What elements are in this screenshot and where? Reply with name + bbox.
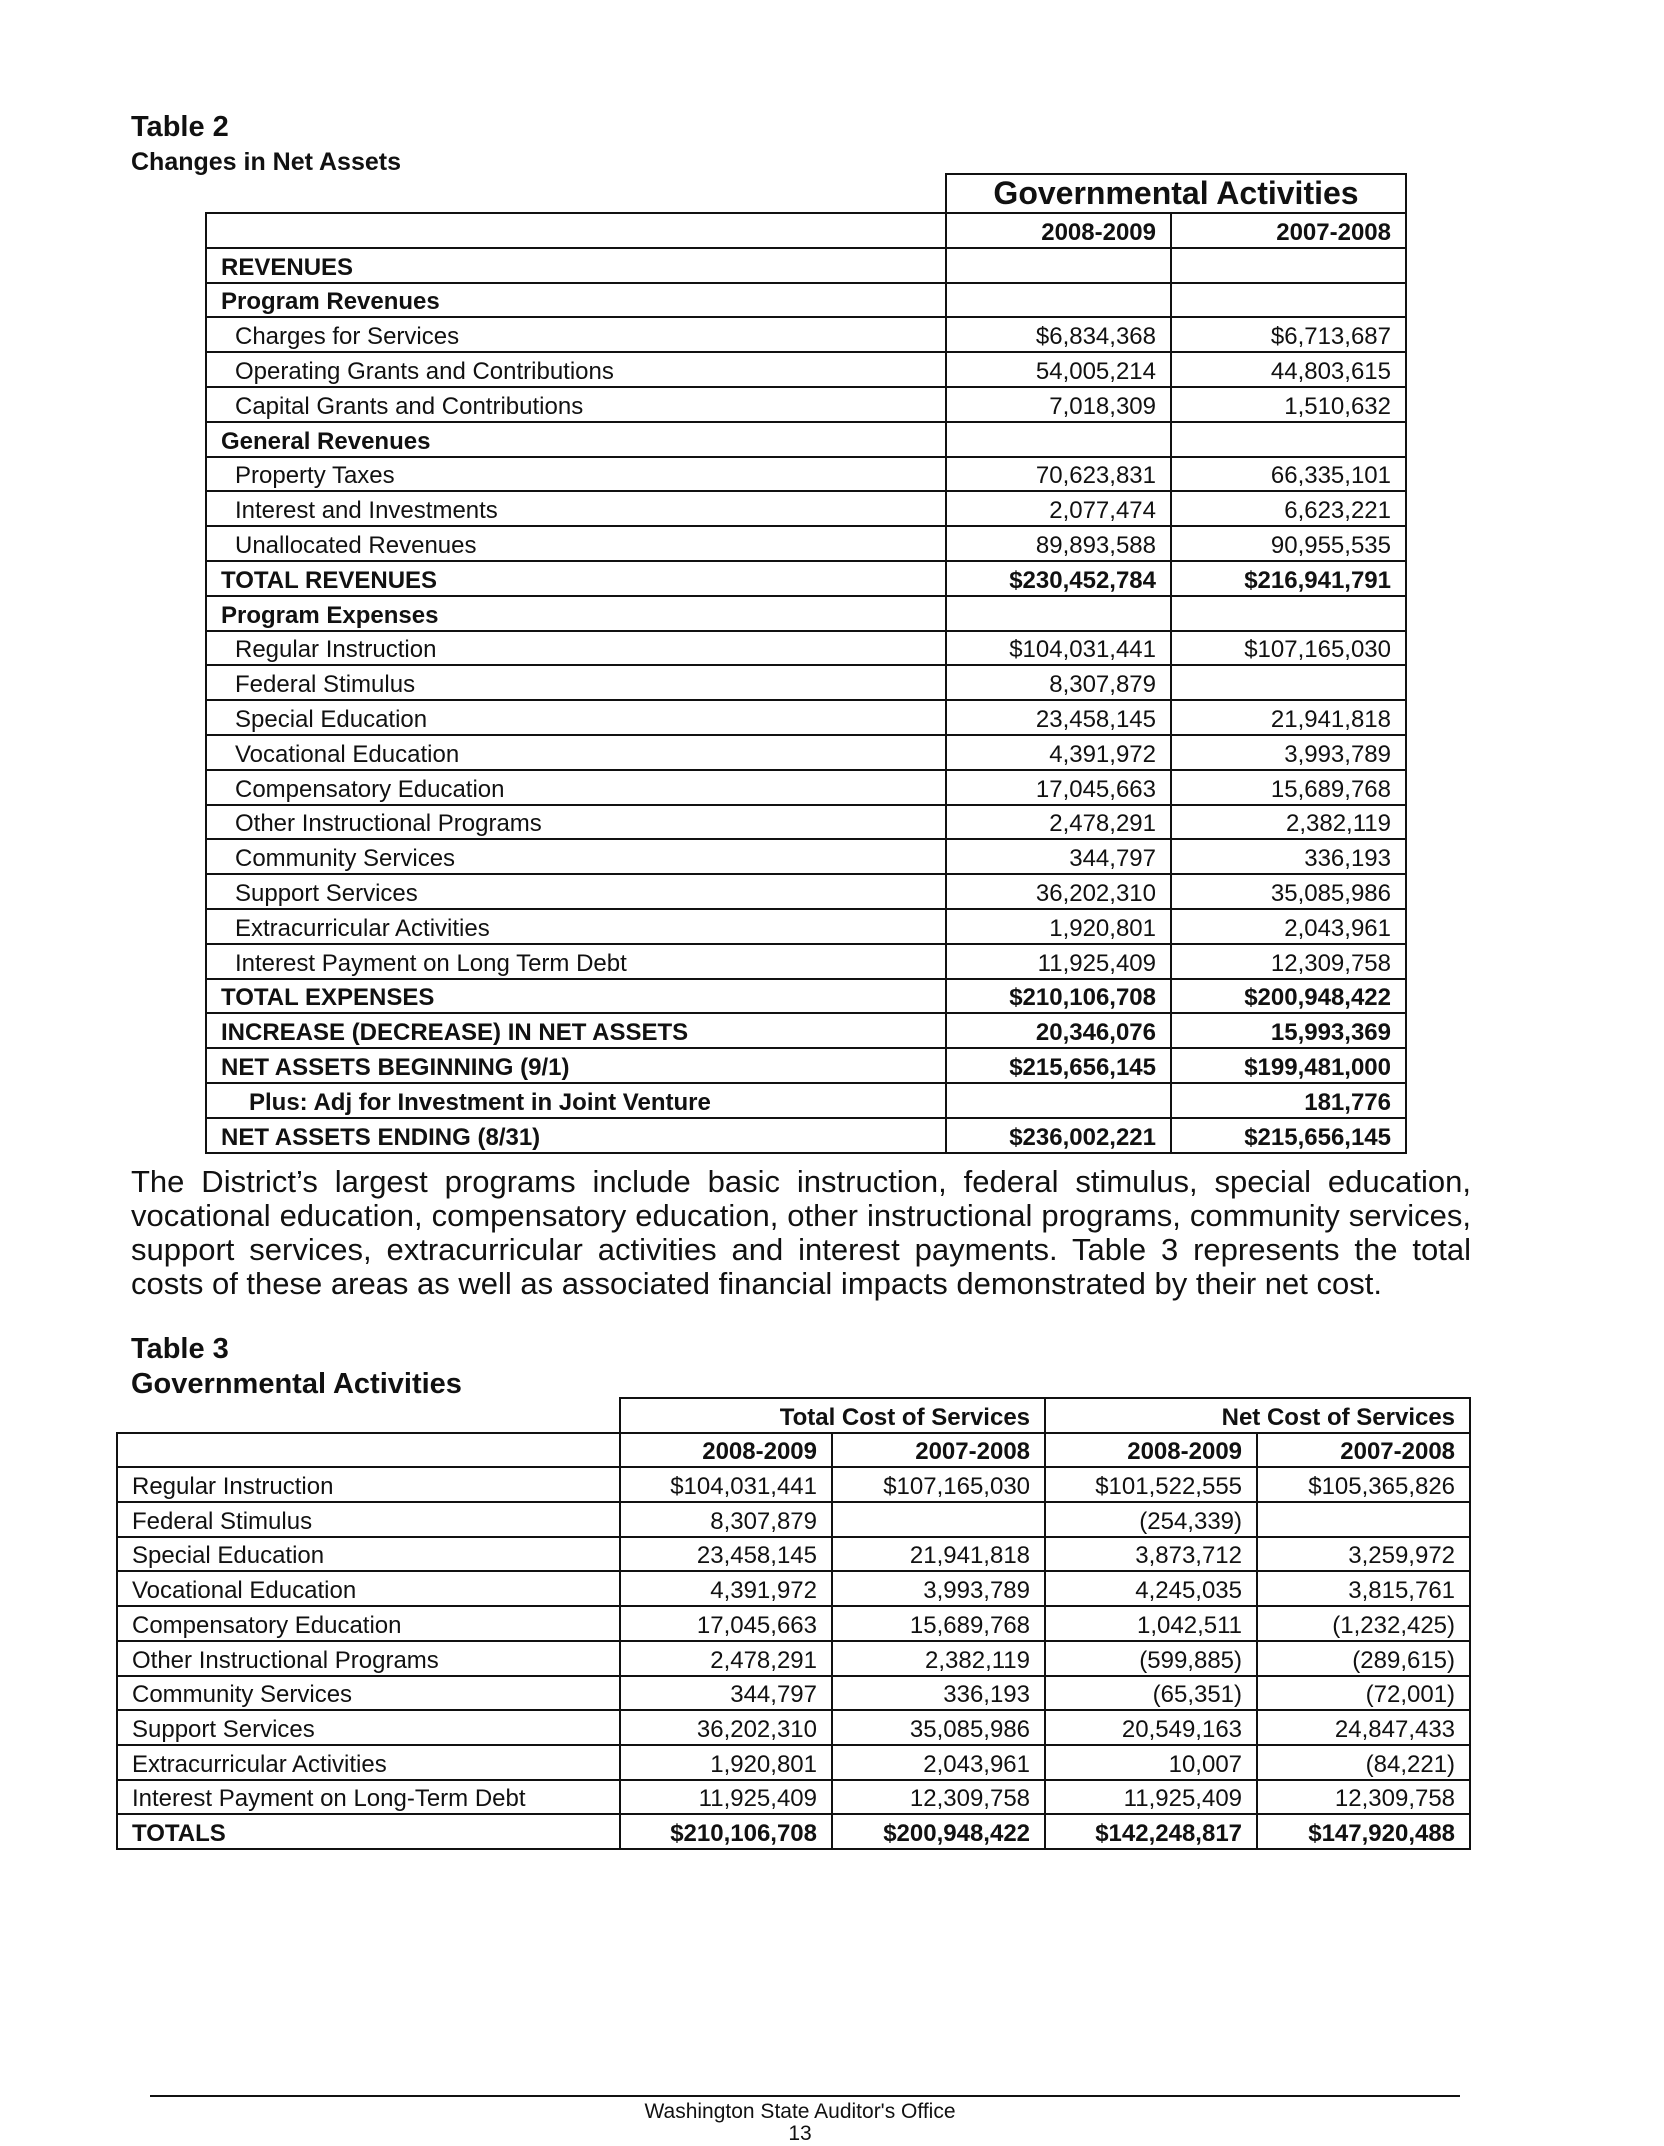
table2-value-cell: 21,941,818 [1171, 700, 1406, 735]
table2-row-label: REVENUES [206, 248, 946, 283]
table3-value-cell: $147,920,488 [1257, 1814, 1470, 1849]
footer-page-number: 13 [788, 2122, 812, 2145]
table2-row [206, 596, 1406, 631]
table2-row [206, 561, 1406, 596]
table2-row [206, 1083, 1406, 1118]
table2-row-label: Plus: Adj for Investment in Joint Venture [206, 1083, 946, 1118]
table3-row-label: Community Services [117, 1676, 620, 1711]
table2-value-cell: 4,391,972 [946, 735, 1171, 770]
table2-row-label: Regular Instruction [206, 631, 946, 666]
table2-row [206, 1048, 1406, 1083]
table2-row-label: Compensatory Education [206, 770, 946, 805]
table3-value-cell: 2,478,291 [620, 1641, 832, 1676]
table2-value-cell: 15,993,369 [1171, 1013, 1406, 1048]
table3-value-cell: (65,351) [1045, 1676, 1257, 1711]
table2-row-label: Program Revenues [206, 283, 946, 318]
table3-year-header: 2008-2009 [1045, 1433, 1257, 1468]
table2-value-cell: 2,043,961 [1171, 909, 1406, 944]
table2-value-cell: 35,085,986 [1171, 874, 1406, 909]
table2-value-cell: 3,993,789 [1171, 735, 1406, 770]
table3-value-cell [1257, 1502, 1470, 1537]
table2-value-cell [946, 422, 1171, 457]
table2-year-header: 2008-2009 [946, 213, 1171, 248]
table3-value-cell: 17,045,663 [620, 1606, 832, 1641]
table2-header-blank [206, 174, 946, 213]
table2-header-label-cell [206, 213, 946, 248]
table2-value-cell: $6,713,687 [1171, 317, 1406, 352]
table3-value-cell: $210,106,708 [620, 1814, 832, 1849]
table2-value-cell: 181,776 [1171, 1083, 1406, 1118]
table2-row-label: Interest and Investments [206, 491, 946, 526]
table3-value-cell: $107,165,030 [832, 1467, 1045, 1502]
table2-row-label: NET ASSETS BEGINNING (9/1) [206, 1048, 946, 1083]
table2-value-cell: 15,689,768 [1171, 770, 1406, 805]
table2-value-cell: 8,307,879 [946, 665, 1171, 700]
table3-year-header: 2007-2008 [1257, 1433, 1470, 1468]
table2-row [206, 979, 1406, 1014]
table2-value-cell [946, 283, 1171, 318]
table2-value-cell [946, 1083, 1171, 1118]
table3-row [117, 1606, 1470, 1641]
table3-value-cell: (1,232,425) [1257, 1606, 1470, 1641]
table3-group-header: Total Cost of Services [620, 1398, 1045, 1433]
table2-row [206, 526, 1406, 561]
table3-row-label: Special Education [117, 1537, 620, 1572]
table2-row-label: Special Education [206, 700, 946, 735]
table3-row [117, 1502, 1470, 1537]
table3-value-cell: 35,085,986 [832, 1710, 1045, 1745]
table2-value-cell: $215,656,145 [1171, 1118, 1406, 1153]
table2-row-label: Property Taxes [206, 457, 946, 492]
table3-value-cell: (289,615) [1257, 1641, 1470, 1676]
table3-value-cell: 3,259,972 [1257, 1537, 1470, 1572]
table2-value-cell [1171, 665, 1406, 700]
table3-value-cell: $104,031,441 [620, 1467, 832, 1502]
table3-value-cell: (599,885) [1045, 1641, 1257, 1676]
table2-row [206, 909, 1406, 944]
table3-value-cell: $105,365,826 [1257, 1467, 1470, 1502]
table2-row [206, 874, 1406, 909]
table2-row-label: Unallocated Revenues [206, 526, 946, 561]
table2-row-label: Other Instructional Programs [206, 805, 946, 840]
table2-value-cell: 344,797 [946, 839, 1171, 874]
table2-row-label: Vocational Education [206, 735, 946, 770]
table2-value-cell: 89,893,588 [946, 526, 1171, 561]
table2-row-label: Federal Stimulus [206, 665, 946, 700]
table2-value-cell: 20,346,076 [946, 1013, 1171, 1048]
table3-value-cell: $200,948,422 [832, 1814, 1045, 1849]
table3-value-cell: 3,993,789 [832, 1571, 1045, 1606]
table2-value-cell: $236,002,221 [946, 1118, 1171, 1153]
table2-value-cell: $215,656,145 [946, 1048, 1171, 1083]
table2-row [206, 352, 1406, 387]
table2-value-cell: 54,005,214 [946, 352, 1171, 387]
footer-office: Washington State Auditor's Office [644, 2100, 956, 2123]
table3-value-cell: 3,815,761 [1257, 1571, 1470, 1606]
table2-value-cell [1171, 422, 1406, 457]
table3-subtitle: Governmental Activities [131, 1368, 462, 1400]
table2-row [206, 1118, 1406, 1153]
table3-value-cell: $101,522,555 [1045, 1467, 1257, 1502]
table2-value-cell: 11,925,409 [946, 944, 1171, 979]
table3-totals-row [117, 1814, 1470, 1849]
table2-value-cell: 1,920,801 [946, 909, 1171, 944]
table2-value-cell: $104,031,441 [946, 631, 1171, 666]
table3-value-cell: (84,221) [1257, 1745, 1470, 1780]
table2-value-cell: $216,941,791 [1171, 561, 1406, 596]
table3-value-cell: 15,689,768 [832, 1606, 1045, 1641]
table3-row-label: Extracurricular Activities [117, 1745, 620, 1780]
table2-row [206, 735, 1406, 770]
table3-value-cell: 12,309,758 [1257, 1780, 1470, 1815]
table2-value-cell: $199,481,000 [1171, 1048, 1406, 1083]
footer-rule [150, 2095, 1460, 2097]
table2-row [206, 700, 1406, 735]
table3-value-cell: 4,391,972 [620, 1571, 832, 1606]
table3-value-cell: 23,458,145 [620, 1537, 832, 1572]
table2-row [206, 283, 1406, 318]
table2-value-cell: 12,309,758 [1171, 944, 1406, 979]
table3-value-cell: 21,941,818 [832, 1537, 1045, 1572]
table2-row [206, 944, 1406, 979]
table3-row [117, 1571, 1470, 1606]
table3-value-cell: 20,549,163 [1045, 1710, 1257, 1745]
table2-value-cell: $6,834,368 [946, 317, 1171, 352]
table2-row-label: Operating Grants and Contributions [206, 352, 946, 387]
table2-row-label: NET ASSETS ENDING (8/31) [206, 1118, 946, 1153]
table2-row [206, 387, 1406, 422]
table2-value-cell [1171, 283, 1406, 318]
table2-value-cell: 17,045,663 [946, 770, 1171, 805]
table2-value-cell [946, 596, 1171, 631]
body-paragraph [131, 1165, 1471, 1301]
table3-row [117, 1710, 1470, 1745]
table2-row [206, 317, 1406, 352]
table3-row [117, 1641, 1470, 1676]
table3-value-cell: 4,245,035 [1045, 1571, 1257, 1606]
table2-row [206, 457, 1406, 492]
table2-row [206, 491, 1406, 526]
table2-row-label: Community Services [206, 839, 946, 874]
paragraph-text: The District’s largest programs include basic instruction, federal stimulus, special education, vocational education, compensatory education, other instructional programs, community services, support services, extracurricular activities and interest payments. Table 3 represents the total costs of these areas as well as associated financial impacts demonstrated by their net cost. [131, 1164, 1471, 1301]
table3-row [117, 1780, 1470, 1815]
table2-row-label: Capital Grants and Contributions [206, 387, 946, 422]
table3-value-cell [832, 1502, 1045, 1537]
table3-row-label: Vocational Education [117, 1571, 620, 1606]
table2-row [206, 839, 1406, 874]
table3-year-header: 2007-2008 [832, 1433, 1045, 1468]
table3-value-cell: (254,339) [1045, 1502, 1257, 1537]
table3-row-label: Federal Stimulus [117, 1502, 620, 1537]
table3-row-label: Regular Instruction [117, 1467, 620, 1502]
table3-value-cell: 11,925,409 [1045, 1780, 1257, 1815]
table2-row [206, 631, 1406, 666]
table3-value-cell: 36,202,310 [620, 1710, 832, 1745]
table3-row [117, 1467, 1470, 1502]
table3-value-cell: 1,920,801 [620, 1745, 832, 1780]
table3-row [117, 1537, 1470, 1572]
table2-row [206, 1013, 1406, 1048]
table2-value-cell: 70,623,831 [946, 457, 1171, 492]
table2-row-label: Interest Payment on Long Term Debt [206, 944, 946, 979]
table2-value-cell [1171, 248, 1406, 283]
table2-value-cell: 2,382,119 [1171, 805, 1406, 840]
table2-value-cell: $200,948,422 [1171, 979, 1406, 1014]
table2-row [206, 805, 1406, 840]
table3-value-cell: 8,307,879 [620, 1502, 832, 1537]
table3-value-cell: $142,248,817 [1045, 1814, 1257, 1849]
table2-value-cell [946, 248, 1171, 283]
table2-value-cell: 336,193 [1171, 839, 1406, 874]
table3-group-header: Net Cost of Services [1045, 1398, 1470, 1433]
table3-header-label-cell [117, 1433, 620, 1468]
table3-row-label: Compensatory Education [117, 1606, 620, 1641]
table3-value-cell: 10,007 [1045, 1745, 1257, 1780]
table2-value-cell: 2,478,291 [946, 805, 1171, 840]
table3-row [117, 1745, 1470, 1780]
table2-value-cell: 7,018,309 [946, 387, 1171, 422]
table3-value-cell: 2,043,961 [832, 1745, 1045, 1780]
governmental-activities-table [116, 1397, 1471, 1850]
table3-row-label: Support Services [117, 1710, 620, 1745]
table3-value-cell: 3,873,712 [1045, 1537, 1257, 1572]
table3-title: Table 3 [131, 1333, 229, 1365]
table2-title: Table 2 [131, 111, 229, 143]
table2-row-label: Support Services [206, 874, 946, 909]
table2-year-header: 2007-2008 [1171, 213, 1406, 248]
table3-value-cell: 11,925,409 [620, 1780, 832, 1815]
table2-value-cell: $210,106,708 [946, 979, 1171, 1014]
table2-row-label: General Revenues [206, 422, 946, 457]
table3-row [117, 1676, 1470, 1711]
table3-row-label: TOTALS [117, 1814, 620, 1849]
table2-value-cell: 44,803,615 [1171, 352, 1406, 387]
table2-row-label: Charges for Services [206, 317, 946, 352]
table3-value-cell: 1,042,511 [1045, 1606, 1257, 1641]
table2-row-label: Extracurricular Activities [206, 909, 946, 944]
table3-year-header: 2008-2009 [620, 1433, 832, 1468]
table2-value-cell: 2,077,474 [946, 491, 1171, 526]
table2-value-cell: $107,165,030 [1171, 631, 1406, 666]
table3-value-cell: 12,309,758 [832, 1780, 1045, 1815]
table2-value-cell: 36,202,310 [946, 874, 1171, 909]
table2-value-cell: 6,623,221 [1171, 491, 1406, 526]
table2-row-label: TOTAL REVENUES [206, 561, 946, 596]
table2-value-cell: 90,955,535 [1171, 526, 1406, 561]
table2-row [206, 422, 1406, 457]
table3-value-cell: 24,847,433 [1257, 1710, 1470, 1745]
table2-value-cell: 66,335,101 [1171, 457, 1406, 492]
table2-row-label: TOTAL EXPENSES [206, 979, 946, 1014]
table2-row [206, 665, 1406, 700]
table3-value-cell: 2,382,119 [832, 1641, 1045, 1676]
table3-value-cell: (72,001) [1257, 1676, 1470, 1711]
changes-in-net-assets-table [205, 173, 1407, 1154]
table2-row [206, 248, 1406, 283]
table2-row [206, 770, 1406, 805]
table2-value-cell: 1,510,632 [1171, 387, 1406, 422]
table2-value-cell: 23,458,145 [946, 700, 1171, 735]
table3-value-cell: 344,797 [620, 1676, 832, 1711]
table3-row-label: Interest Payment on Long-Term Debt [117, 1780, 620, 1815]
table2-group-header: Governmental Activities [946, 174, 1406, 213]
table2-row-label: INCREASE (DECREASE) IN NET ASSETS [206, 1013, 946, 1048]
table3-row-label: Other Instructional Programs [117, 1641, 620, 1676]
table2-value-cell [1171, 596, 1406, 631]
table2-value-cell: $230,452,784 [946, 561, 1171, 596]
table2-subtitle: Changes in Net Assets [131, 148, 401, 176]
table3-header-blank [117, 1398, 620, 1433]
table2-row-label: Program Expenses [206, 596, 946, 631]
table3-value-cell: 336,193 [832, 1676, 1045, 1711]
